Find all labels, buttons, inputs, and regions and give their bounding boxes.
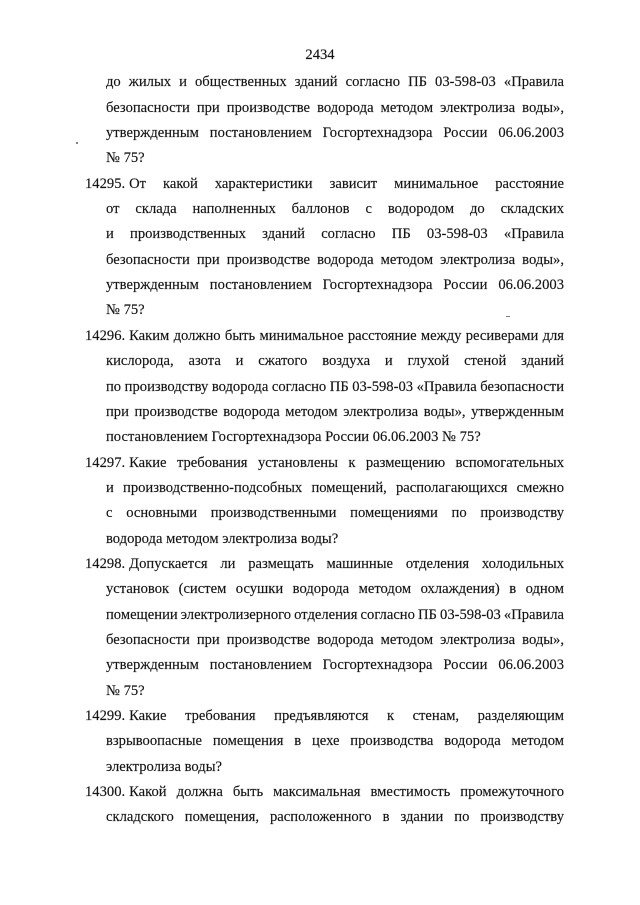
question-number: 14298. bbox=[85, 555, 126, 572]
text-line: и производственных зданий согласно ПБ 03-598-03 «Правила bbox=[106, 226, 564, 243]
text-line: Каким должно быть минимальное расстояние между ресиверами для bbox=[129, 327, 564, 344]
text-line: № 75? bbox=[106, 302, 145, 319]
question-item bbox=[85, 451, 564, 552]
text-line: от склада наполненных баллонов с водородом до складских bbox=[106, 201, 564, 218]
text-line: безопасности при производстве водорода методом электролиза воды», bbox=[106, 631, 564, 648]
text-line: водорода методом электролиза воды? bbox=[106, 530, 339, 547]
text-line: кислорода, азота и сжатого воздуха и глухой стеной зданий bbox=[106, 353, 564, 370]
question-item bbox=[85, 780, 564, 831]
question-item bbox=[85, 172, 564, 324]
text-line: взрывоопасные помещения в цехе производства водорода методом bbox=[106, 733, 564, 750]
text-line: установок (систем осушки водорода методом охлаждения) в одном bbox=[106, 581, 564, 598]
document-body bbox=[85, 70, 564, 830]
question-number: 14296. bbox=[85, 327, 126, 344]
text-line: утвержденным постановлением Госгортехнадзора России 06.06.2003 bbox=[106, 125, 564, 142]
text-line: при производстве водорода методом электролиза воды», утвержденным bbox=[106, 403, 564, 420]
text-line: складского помещения, расположенного в здании по производству bbox=[106, 809, 564, 826]
text-line: и производственно-подсобных помещений, располагающихся смежно bbox=[106, 479, 564, 496]
question-number: 14300. bbox=[85, 784, 126, 801]
text-line: постановлением Госгортехнадзора России 06.06.2003 № 75? bbox=[106, 429, 481, 446]
question-number: 14295. bbox=[85, 175, 126, 192]
text-line: безопасности при производстве водорода методом электролиза воды», bbox=[106, 99, 564, 116]
text-line: с основными производственными помещениями по производству bbox=[106, 505, 564, 522]
text-line: до жилых и общественных зданий согласно ПБ 03-598-03 «Правила bbox=[106, 74, 564, 91]
text-line: Допускается ли размещать машинные отделения холодильных bbox=[129, 555, 564, 572]
text-line: безопасности при производстве водорода методом электролиза воды», bbox=[106, 251, 564, 268]
page-number: 2434 bbox=[305, 47, 335, 63]
text-line: по производству водорода согласно ПБ 03-598-03 «Правила безопасности bbox=[106, 378, 564, 395]
question-number: 14299. bbox=[85, 707, 126, 724]
text-line: утвержденным постановлением Госгортехнадзора России 06.06.2003 bbox=[106, 277, 564, 294]
question-item bbox=[85, 552, 564, 704]
question-item bbox=[85, 704, 564, 780]
question-continuation bbox=[85, 70, 564, 171]
text-line: Какие требования предъявляются к стенам, разделяющим bbox=[129, 707, 564, 724]
question-item bbox=[85, 324, 564, 451]
text-line: № 75? bbox=[106, 682, 145, 699]
question-number: 14297. bbox=[85, 454, 126, 471]
text-line: От какой характеристики зависит минимальное расстояние bbox=[129, 175, 564, 192]
text-line: Какой должна быть максимальная вместимость промежуточного bbox=[129, 784, 564, 801]
scan-speck bbox=[76, 142, 78, 144]
text-line: помещении электролизерного отделения согласно ПБ 03-598-03 «Правила bbox=[106, 606, 564, 623]
text-line: № 75? bbox=[106, 150, 145, 167]
text-line: Какие требования установлены к размещению вспомогательных bbox=[129, 454, 564, 471]
text-line: электролиза воды? bbox=[106, 758, 222, 775]
text-line: утвержденным постановлением Госгортехнадзора России 06.06.2003 bbox=[106, 657, 564, 674]
